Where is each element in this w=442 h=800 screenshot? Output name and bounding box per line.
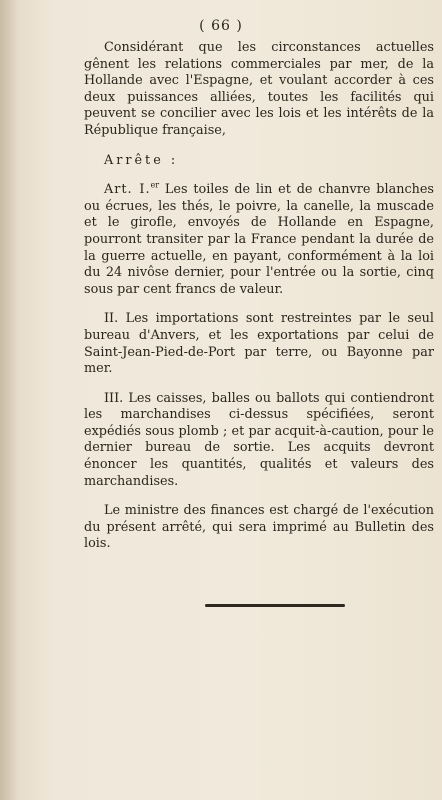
article-3-paragraph: III. Les caisses, balles ou ballots qui contiendront les marchandises ci-dessus spécifiées, seront expédiés sous plomb ; et par acquit-à-caution, pour le dernier bureau de sortie. Les acquits devront énoncer les quantités, qualités et valeurs des marchandises. <box>84 390 434 489</box>
page-gutter-shadow <box>0 0 18 800</box>
end-rule <box>205 604 345 607</box>
closing-paragraph: Le ministre des finances est chargé de l'exécution du présent arrêté, qui sera imprimé au Bulletin des lois. <box>84 503 434 552</box>
article-1-superscript: er <box>150 180 160 190</box>
preamble-paragraph: Considérant que les circonstances actuelles gênent les relations commerciales par mer, de la Hollande avec l'Espagne, et voulant accorder à ces deux puissances alliées, toutes les facilités qui peuvent se concilier avec les lois et les intérêts de la République française, <box>84 40 434 138</box>
article-1-text: Les toiles de lin et de chanvre blanches ou écrues, les thés, le poivre, la canelle, la muscade et le girofle, envoyés de Hollande en Espagne, pourront transiter par la France pendant la durée de la guerre actuelle, en payant, conformément à la loi du 24 nivôse dernier, pour l'entrée ou la sortie, cinq sous par cent francs de valeur. <box>84 182 434 297</box>
article-1-paragraph <box>84 182 434 298</box>
article-2-paragraph: II. Les importations sont restreintes par le seul bureau d'Anvers, et les exportations par celui de Saint-Jean-Pied-de-Port par terre, ou Bayonne par mer. <box>84 311 434 377</box>
arrete-heading: Arrête : <box>104 152 179 168</box>
page-number: ( 66 ) <box>199 18 243 34</box>
decree-text <box>84 40 434 553</box>
article-1-label: Art. I. <box>104 182 151 198</box>
